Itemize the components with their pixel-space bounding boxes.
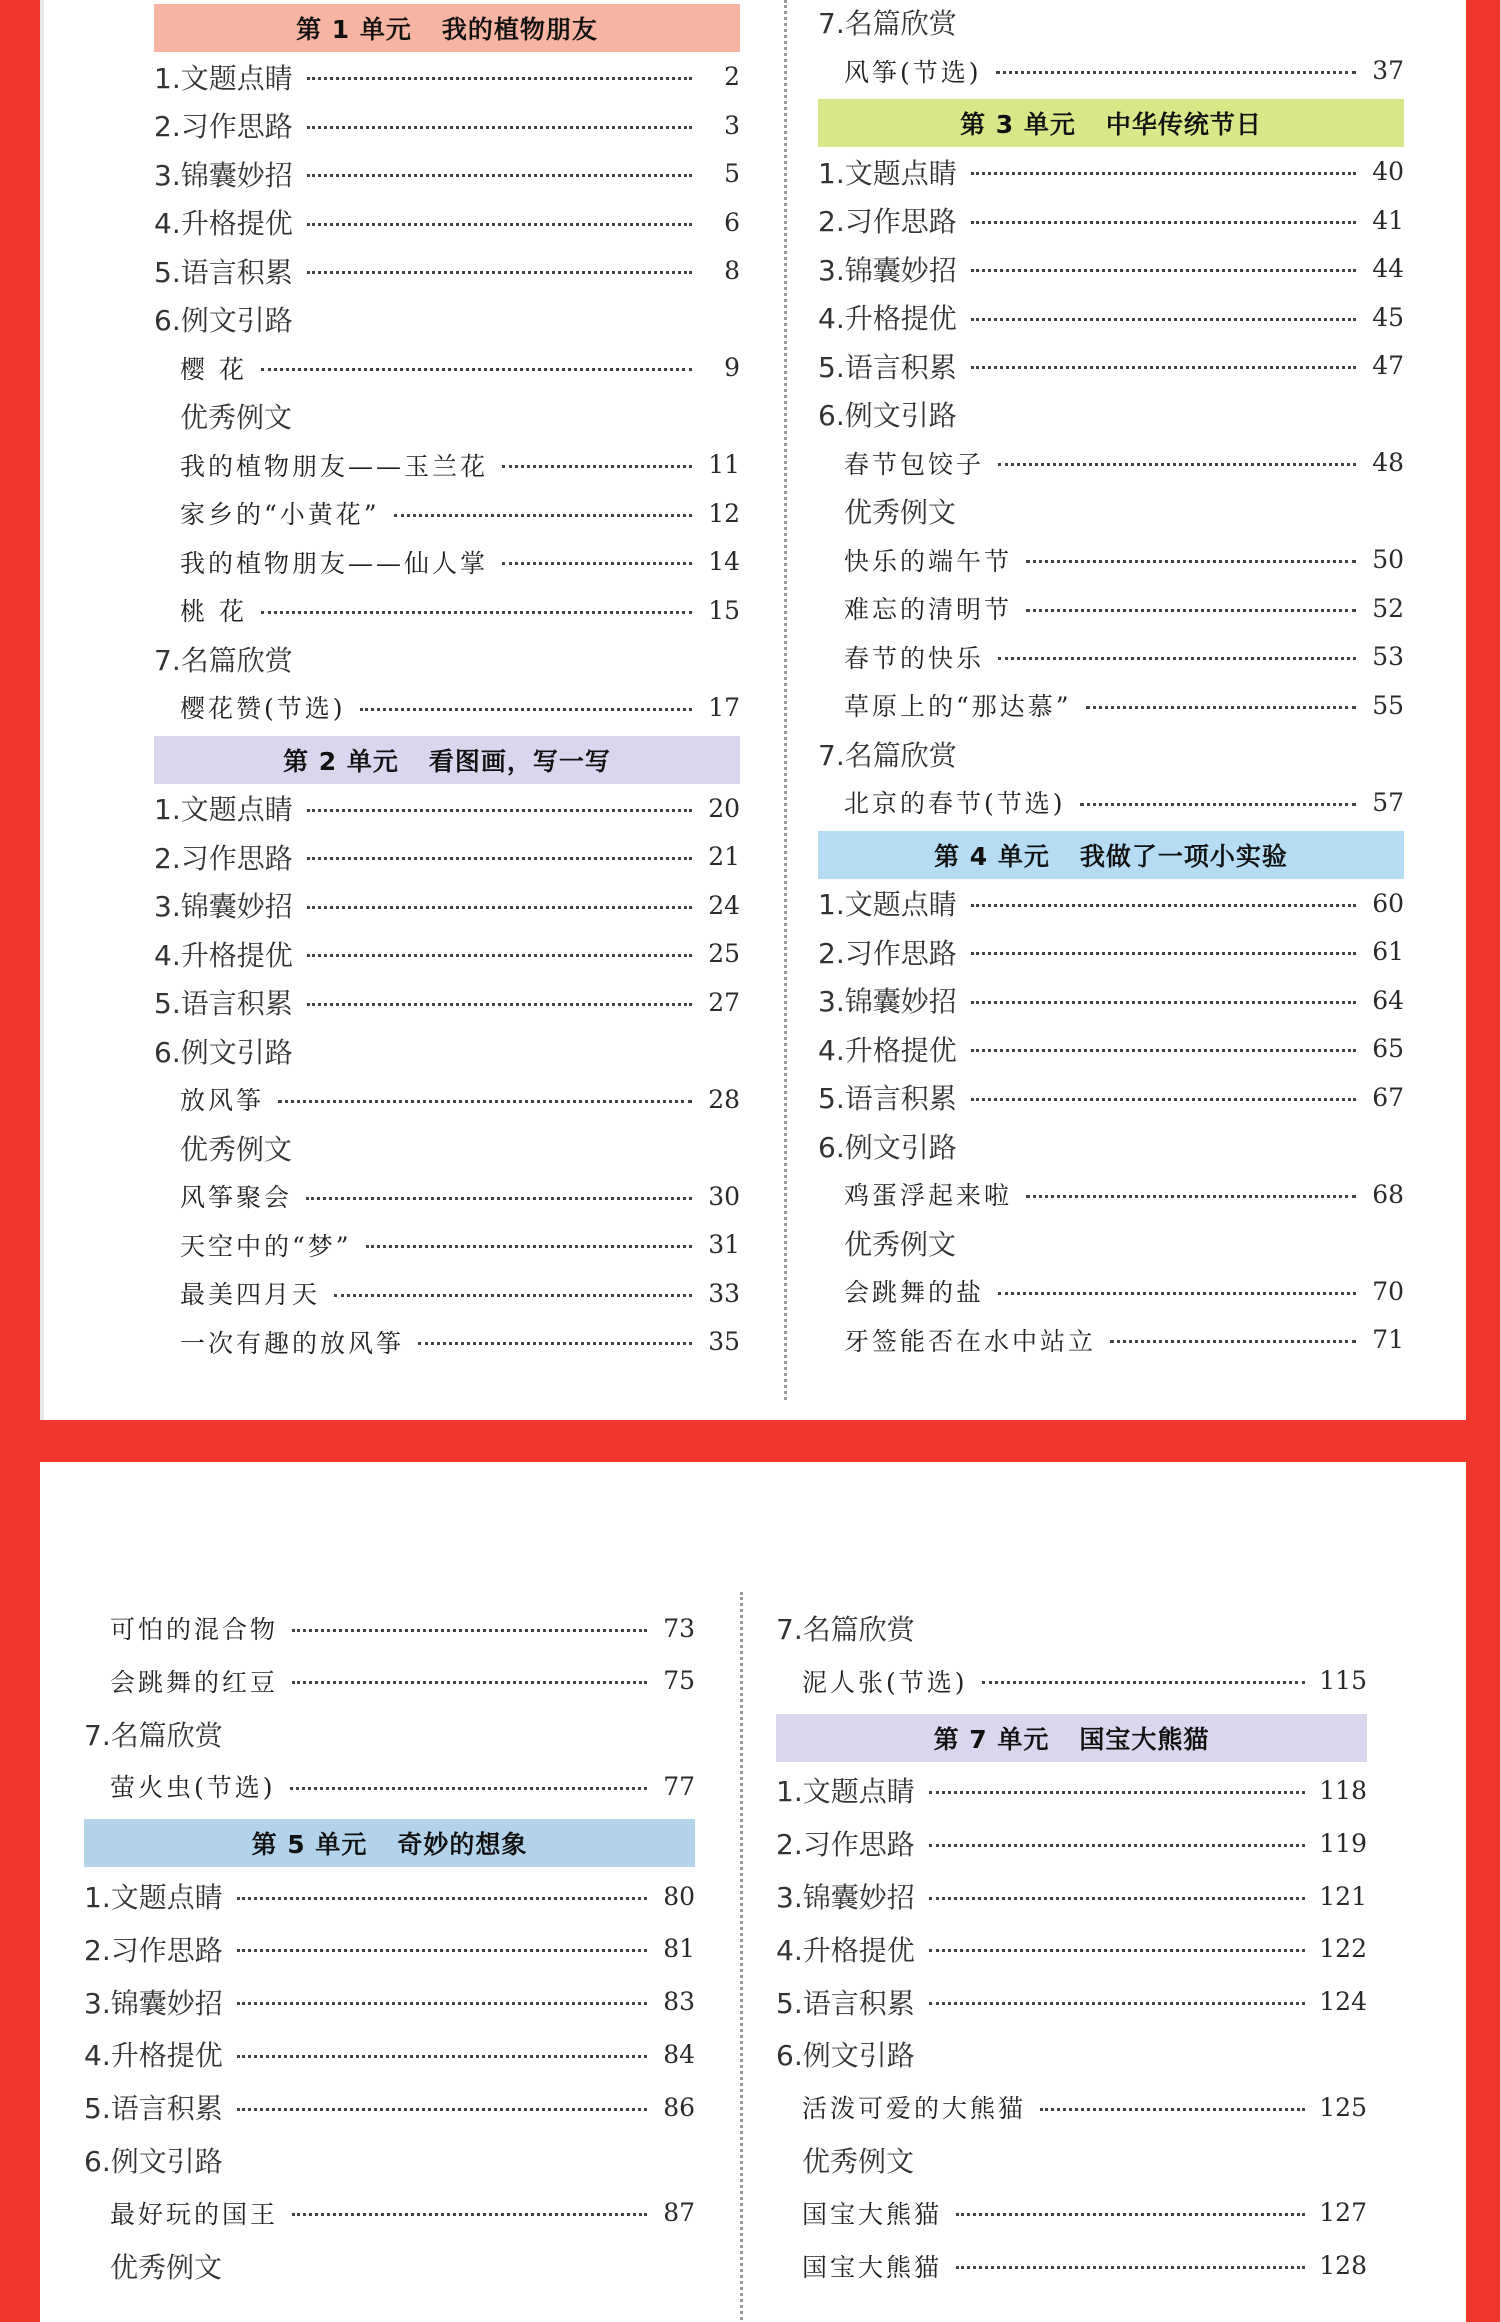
page-number: 17 [708, 692, 740, 722]
toc-subentry[interactable] [110, 2191, 695, 2235]
toc-entry[interactable] [776, 1980, 1367, 2024]
page-number: 33 [708, 1278, 740, 1308]
toc-entry[interactable] [84, 2138, 695, 2182]
toc-entry[interactable] [776, 1768, 1367, 1812]
page-number: 35 [708, 1327, 740, 1356]
unit-banner [818, 831, 1404, 879]
page-number: 122 [1319, 1934, 1367, 1964]
entry-label: 优秀例文 [110, 2250, 223, 2284]
entry-label: 5.语言积累 [154, 255, 293, 289]
toc-subentry[interactable] [802, 2085, 1367, 2129]
page-number: 24 [708, 890, 740, 920]
entry-label: 活泼可爱的大熊猫 [802, 2094, 1027, 2124]
dot-leader [929, 1897, 1306, 1900]
dot-leader [360, 708, 692, 711]
entry-label: 春节包饺子 [844, 449, 985, 479]
toc-entry[interactable] [154, 297, 740, 341]
entry-label: 优秀例文 [844, 496, 957, 529]
toc-entry[interactable] [154, 786, 740, 830]
page-number: 61 [1372, 937, 1404, 966]
entry-label: 1.文题点睛 [776, 1775, 915, 1809]
entry-label: 2.习作思路 [818, 936, 957, 970]
page-number: 45 [1372, 302, 1404, 332]
page-number: 67 [1372, 1082, 1404, 1112]
entry-label: 1.文题点睛 [154, 61, 293, 95]
unit-title: 我做了一项小实验 [1079, 841, 1288, 871]
dot-leader [971, 952, 1356, 955]
unit-banner [84, 1819, 695, 1867]
toc-subentry[interactable] [844, 635, 1404, 679]
entry-label: 优秀例文 [802, 2145, 915, 2178]
entry-label: 7.名篇欣赏 [154, 643, 293, 677]
entry-label: 桃 花 [180, 597, 247, 626]
entry-label: 4.升格提优 [818, 1033, 957, 1067]
dot-leader [971, 1049, 1356, 1052]
dot-leader [998, 463, 1356, 466]
entry-label: 7.名篇欣赏 [818, 7, 957, 40]
toc-subentry[interactable] [180, 1223, 740, 1267]
entry-label: 快乐的端午节 [844, 546, 1013, 576]
toc-entry[interactable] [818, 881, 1404, 925]
toc-subentry[interactable] [802, 2191, 1367, 2235]
page-number: 115 [1319, 1666, 1367, 1696]
dot-leader [971, 221, 1356, 224]
entry-label: 2.习作思路 [154, 110, 293, 143]
entry-label: 樱 花 [180, 354, 247, 384]
toc-entry[interactable] [818, 344, 1404, 388]
dot-leader [394, 514, 692, 517]
entry-label: 会跳舞的红豆 [110, 1667, 279, 1697]
toc-subentry[interactable] [180, 346, 740, 390]
page-number: 27 [708, 987, 740, 1017]
dot-leader [307, 809, 692, 812]
entry-label: 4.升格提优 [818, 302, 957, 335]
dot-leader [1026, 560, 1356, 563]
dot-leader [306, 1197, 692, 1200]
entry-label: 5.语言积累 [154, 987, 293, 1020]
entry-label: 7.名篇欣赏 [84, 1718, 223, 1752]
entry-label: 5.语言积累 [818, 350, 957, 384]
dot-leader [929, 1791, 1306, 1794]
entry-label: 5.语言积累 [84, 2092, 223, 2126]
unit-title: 看图画，写一写 [428, 746, 611, 776]
dot-leader [307, 223, 692, 226]
dot-leader [292, 1681, 647, 1684]
dot-leader [929, 1844, 1306, 1847]
page-number: 80 [663, 1881, 695, 1911]
page-number: 20 [708, 793, 740, 823]
toc-subentry[interactable] [180, 1271, 740, 1315]
dot-leader [307, 906, 692, 909]
page-number: 11 [708, 450, 740, 479]
dot-leader [1086, 706, 1356, 709]
page-number: 31 [708, 1230, 740, 1259]
toc-entry[interactable] [818, 295, 1404, 339]
dot-leader [237, 2108, 647, 2111]
toc-entry[interactable] [154, 249, 740, 293]
page-number: 127 [1319, 2198, 1367, 2228]
unit-number: 第 3 单元 [960, 110, 1076, 139]
toc-subentry[interactable] [180, 491, 740, 535]
dot-leader [971, 1098, 1356, 1101]
unit-number: 第 7 单元 [933, 1724, 1050, 1754]
toc-entry[interactable] [154, 103, 740, 147]
toc-entry[interactable] [776, 2032, 1367, 2076]
dot-leader [278, 1100, 692, 1103]
page-number: 73 [663, 1613, 695, 1643]
toc-subentry[interactable] [844, 1318, 1404, 1362]
entry-label: 3.锦囊妙招 [776, 1881, 915, 1914]
dot-leader [1026, 609, 1356, 612]
toc-subentry[interactable] [110, 1606, 695, 1650]
toc-entry[interactable] [154, 932, 740, 976]
dot-leader [418, 1342, 692, 1345]
page-number: 37 [1372, 56, 1404, 85]
entry-label: 6.例文引路 [154, 1035, 293, 1069]
entry-label: 2.习作思路 [818, 205, 957, 238]
toc-subentry[interactable] [802, 2244, 1367, 2288]
toc-entry[interactable] [818, 1027, 1404, 1071]
toc-subentry[interactable] [180, 1174, 740, 1218]
page-number: 121 [1319, 1881, 1367, 1911]
unit-number: 第 4 单元 [934, 841, 1050, 871]
entry-label: 可怕的混合物 [110, 1615, 279, 1644]
page-number: 128 [1319, 2251, 1367, 2281]
toc-entry[interactable] [84, 1927, 695, 1971]
page-number: 12 [708, 498, 740, 528]
toc-subentry[interactable] [180, 1077, 740, 1121]
entry-label: 北京的春节(节选) [844, 789, 1066, 818]
toc-subentry[interactable] [844, 683, 1404, 727]
toc-entry[interactable] [154, 1029, 740, 1073]
entry-label: 6.例文引路 [818, 399, 957, 432]
page-number: 65 [1372, 1034, 1404, 1063]
page-number: 2 [724, 62, 740, 91]
unit-banner [818, 99, 1404, 147]
toc-subentry[interactable] [110, 1659, 695, 1703]
page-number: 70 [1372, 1276, 1404, 1306]
dot-leader [971, 366, 1356, 369]
entry-label: 草原上的“那达慕” [844, 692, 1072, 721]
dot-leader [996, 71, 1356, 74]
entry-label: 6.例文引路 [84, 2145, 223, 2178]
toc-entry[interactable] [776, 1821, 1367, 1865]
entry-label: 风筝聚会 [180, 1183, 293, 1212]
dot-leader [307, 77, 692, 80]
page-number: 6 [724, 207, 740, 237]
unit-number: 第 1 单元 [296, 15, 412, 44]
toc-entry[interactable] [154, 980, 740, 1024]
toc-entry[interactable] [818, 930, 1404, 974]
entry-label: 3.锦囊妙招 [818, 253, 957, 287]
dot-leader [971, 318, 1356, 321]
toc-entry[interactable] [818, 1075, 1404, 1119]
dot-leader [307, 174, 692, 177]
dot-leader [292, 2213, 647, 2216]
toc-subentry[interactable] [844, 441, 1404, 485]
toc-entry[interactable] [154, 883, 740, 927]
entry-label: 1.文题点睛 [84, 1881, 223, 1914]
page-number: 50 [1372, 545, 1404, 574]
page-number: 47 [1372, 351, 1404, 380]
entry-label: 天空中的“梦” [180, 1231, 352, 1261]
page-number: 119 [1319, 1828, 1367, 1858]
toc-entry[interactable] [154, 152, 740, 196]
page-number: 9 [724, 353, 740, 382]
page-number: 64 [1372, 985, 1404, 1015]
entry-label: 难忘的清明节 [844, 595, 1013, 624]
entry-label: 最好玩的国王 [110, 2199, 279, 2229]
toc-subentry[interactable] [110, 1764, 695, 1808]
page-number: 60 [1372, 888, 1404, 918]
entry-label: 一次有趣的放风筝 [180, 1328, 405, 1358]
toc-entry[interactable] [84, 2085, 695, 2129]
dot-leader [956, 2266, 1305, 2269]
dot-leader [307, 271, 692, 274]
dot-leader [237, 1897, 647, 1900]
toc-entry[interactable] [84, 2032, 695, 2076]
entry-label: 家乡的“小黄花” [180, 500, 380, 529]
toc-subentry[interactable] [180, 588, 740, 632]
toc-entry[interactable] [776, 1927, 1367, 1971]
dot-leader [307, 126, 692, 129]
dot-leader [998, 1292, 1356, 1295]
dot-leader [502, 465, 692, 468]
dot-leader [929, 1949, 1306, 1952]
entry-label: 6.例文引路 [776, 2039, 915, 2073]
toc-subentry[interactable] [180, 1126, 740, 1170]
unit-title: 国宝大熊猫 [1079, 1724, 1210, 1754]
entry-label: 4.升格提优 [776, 1933, 915, 1967]
page-number: 3 [724, 110, 740, 140]
entry-label: 春节的快乐 [844, 643, 985, 673]
unit-banner [154, 736, 740, 784]
unit-title: 奇妙的想象 [397, 1830, 528, 1860]
entry-label: 萤火虫(节选) [110, 1773, 276, 1803]
toc-entry[interactable] [154, 637, 740, 681]
entry-label: 3.锦囊妙招 [154, 158, 293, 192]
entry-label: 国宝大熊猫 [802, 2199, 943, 2229]
toc-subentry[interactable] [110, 2244, 695, 2288]
entry-label: 我的植物朋友——仙人掌 [180, 548, 489, 578]
entry-label: 6.例文引路 [154, 304, 293, 337]
toc-subentry[interactable] [844, 1172, 1404, 1216]
toc-subentry[interactable] [844, 1269, 1404, 1313]
page-number: 48 [1372, 448, 1404, 477]
page-number: 25 [708, 939, 740, 968]
entry-label: 4.升格提优 [84, 2039, 223, 2073]
toc-entry[interactable] [818, 978, 1404, 1022]
dot-leader [929, 2002, 1306, 2005]
dot-leader [971, 269, 1356, 272]
page-number: 28 [708, 1084, 740, 1114]
page-number: 68 [1372, 1179, 1404, 1209]
column-divider [740, 1592, 743, 2322]
toc-entry[interactable] [84, 1874, 695, 1918]
dot-leader [366, 1245, 692, 1248]
toc-subentry[interactable] [844, 489, 1404, 533]
toc-subentry[interactable] [180, 685, 740, 729]
dot-leader [290, 1787, 647, 1790]
entry-label: 6.例文引路 [818, 1130, 957, 1164]
dot-leader [237, 1949, 647, 1952]
dot-leader [982, 1681, 1306, 1684]
toc-entry[interactable] [818, 198, 1404, 242]
entry-label: 风筝(节选) [844, 57, 982, 87]
dot-leader [1026, 1195, 1356, 1198]
entry-label: 1.文题点睛 [818, 888, 957, 921]
toc-subentry[interactable] [180, 394, 740, 438]
dot-leader [956, 2213, 1305, 2216]
page-number: 5 [724, 159, 740, 188]
toc-entry[interactable] [776, 1874, 1367, 1918]
page-number: 77 [663, 1771, 695, 1801]
entry-label: 4.升格提优 [154, 207, 293, 240]
entry-label: 5.语言积累 [776, 1986, 915, 2020]
dot-leader [237, 2002, 647, 2005]
toc-subentry[interactable] [844, 780, 1404, 824]
dot-leader [1040, 2108, 1305, 2111]
entry-label: 1.文题点睛 [818, 156, 957, 190]
entry-label: 1.文题点睛 [154, 793, 293, 826]
entry-label: 会跳舞的盐 [844, 1278, 985, 1307]
entry-label: 2.习作思路 [154, 841, 293, 875]
column-divider [784, 0, 787, 1400]
entry-label: 3.锦囊妙招 [154, 890, 293, 923]
toc-entry[interactable] [818, 1124, 1404, 1168]
entry-label: 樱花赞(节选) [180, 694, 346, 723]
page-number: 81 [663, 1934, 695, 1964]
entry-label: 4.升格提优 [154, 938, 293, 972]
dot-leader [292, 1629, 647, 1632]
unit-banner [154, 4, 740, 52]
toc-subentry[interactable] [844, 538, 1404, 582]
dot-leader [307, 1003, 692, 1006]
unit-number: 第 5 单元 [251, 1830, 368, 1860]
toc-entry[interactable] [818, 392, 1404, 436]
toc-entry[interactable] [818, 247, 1404, 291]
dot-leader [971, 904, 1356, 907]
page-number: 86 [663, 2092, 695, 2122]
dot-leader [307, 954, 692, 957]
toc-entry[interactable] [776, 1606, 1367, 1650]
dot-leader [971, 172, 1356, 175]
page-number: 30 [708, 1181, 740, 1211]
entry-label: 7.名篇欣赏 [818, 738, 957, 772]
toc-page-top [40, 0, 1466, 1420]
toc-entry[interactable] [154, 55, 740, 99]
toc-entry[interactable] [84, 1712, 695, 1756]
page-number: 124 [1319, 1987, 1367, 2017]
page-number: 75 [663, 1666, 695, 1696]
dot-leader [261, 611, 692, 614]
page-number: 53 [1372, 642, 1404, 671]
entry-label: 5.语言积累 [818, 1082, 957, 1115]
page-number: 52 [1372, 593, 1404, 623]
page-number: 87 [663, 2198, 695, 2228]
entry-label: 2.习作思路 [776, 1828, 915, 1862]
dot-leader [334, 1294, 692, 1297]
toc-subentry[interactable] [802, 2138, 1367, 2182]
toc-entry[interactable] [84, 1980, 695, 2024]
dot-leader [502, 562, 692, 565]
entry-label: 最美四月天 [180, 1280, 321, 1309]
toc-entry[interactable] [818, 150, 1404, 194]
toc-subentry[interactable] [802, 1659, 1367, 1703]
page-number: 55 [1372, 690, 1404, 720]
page-number: 83 [663, 1987, 695, 2017]
dot-leader [971, 1001, 1356, 1004]
entry-label: 我的植物朋友——玉兰花 [180, 451, 489, 481]
dot-leader [261, 368, 692, 371]
dot-leader [307, 857, 692, 860]
entry-label: 优秀例文 [180, 401, 293, 434]
dot-leader [237, 2055, 647, 2058]
page-number: 41 [1372, 205, 1404, 235]
toc-subentry[interactable] [180, 540, 740, 584]
entry-label: 国宝大熊猫 [802, 2252, 943, 2282]
page-number: 21 [708, 842, 740, 871]
entry-label: 放风筝 [180, 1086, 265, 1115]
unit-title: 中华传统节日 [1105, 110, 1262, 139]
toc-entry[interactable] [154, 200, 740, 244]
toc-subentry[interactable] [180, 1320, 740, 1364]
toc-entry[interactable] [154, 835, 740, 879]
entry-label: 3.锦囊妙招 [84, 1986, 223, 2020]
entry-label: 鸡蛋浮起来啦 [844, 1181, 1013, 1210]
unit-number: 第 2 单元 [283, 746, 399, 776]
toc-entry[interactable] [818, 0, 1404, 44]
unit-banner [776, 1714, 1367, 1762]
dot-leader [1110, 1340, 1356, 1343]
page-number: 71 [1372, 1325, 1404, 1354]
page-number: 8 [724, 256, 740, 285]
page-number: 84 [663, 2039, 695, 2069]
entry-label: 泥人张(节选) [802, 1667, 968, 1697]
page-number: 118 [1319, 1775, 1367, 1805]
page-number: 44 [1372, 254, 1404, 283]
toc-subentry[interactable] [844, 1221, 1404, 1265]
entry-label: 7.名篇欣赏 [776, 1613, 915, 1646]
entry-label: 牙签能否在水中站立 [844, 1326, 1097, 1356]
dot-leader [1080, 803, 1356, 806]
toc-entry[interactable] [818, 732, 1404, 776]
entry-label: 2.习作思路 [84, 1933, 223, 1967]
entry-label: 优秀例文 [844, 1227, 957, 1261]
page-number: 15 [708, 595, 740, 625]
page-number: 57 [1372, 787, 1404, 817]
page-number: 125 [1319, 2092, 1367, 2122]
entry-label: 3.锦囊妙招 [818, 985, 957, 1018]
entry-label: 优秀例文 [180, 1132, 293, 1166]
page-number: 40 [1372, 157, 1404, 186]
toc-subentry[interactable] [844, 49, 1404, 93]
toc-subentry[interactable] [180, 443, 740, 487]
dot-leader [998, 657, 1356, 660]
toc-page-bottom [40, 1462, 1466, 2322]
page-number: 14 [708, 547, 740, 576]
unit-title: 我的植物朋友 [441, 15, 598, 44]
toc-subentry[interactable] [844, 586, 1404, 630]
